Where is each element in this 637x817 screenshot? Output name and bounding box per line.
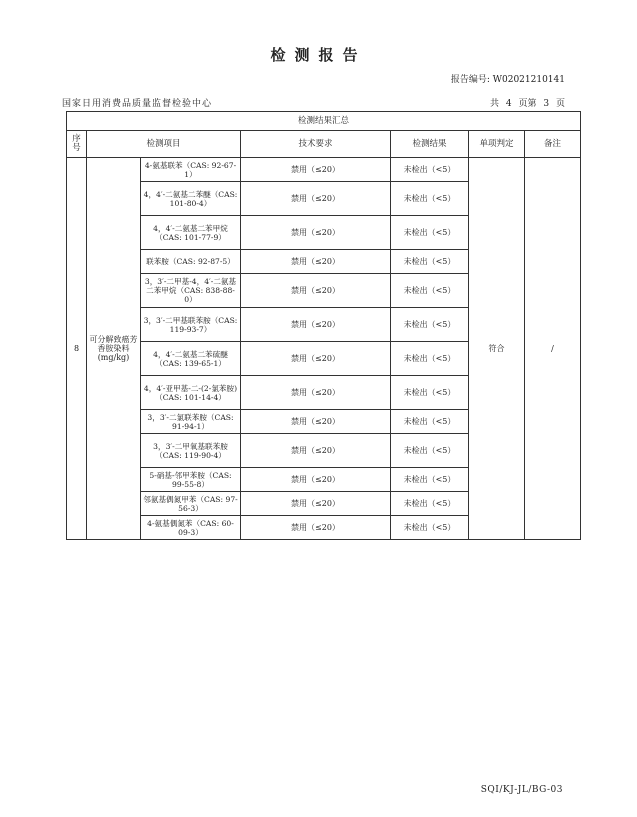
test-result: 未检出（<5） [391, 182, 469, 216]
test-result: 未检出（<5） [391, 376, 469, 410]
column-header-serial: 序号 [67, 131, 87, 158]
technical-requirement: 禁用（≤20） [241, 492, 391, 516]
page-indicator [486, 96, 565, 109]
test-item-name: 3，3′-二甲基联苯胺（CAS: 119-93-7） [141, 308, 241, 342]
technical-requirement: 禁用（≤20） [241, 182, 391, 216]
pages-current: 3 [543, 99, 550, 109]
page-title: 检测报告 [270, 46, 367, 64]
technical-requirement: 禁用（≤20） [241, 308, 391, 342]
test-item-name: 4-氨基偶氮苯（CAS: 60-09-3） [141, 516, 241, 540]
test-item-name: 4-氨基联苯（CAS: 92-67-1） [141, 158, 241, 182]
test-item-name: 联苯胺（CAS: 92-87-5） [141, 250, 241, 274]
column-header-remark: 备注 [525, 131, 581, 158]
pages-suffix: 页 [555, 99, 565, 109]
column-header-item: 检测项目 [87, 131, 241, 158]
test-item-name: 3，3′-二甲基-4，4′-二氨基二苯甲烷（CAS: 838-88-0） [141, 274, 241, 308]
technical-requirement: 禁用（≤20） [241, 468, 391, 492]
test-item-name: 4，4′-二氨基二苯醚（CAS: 101-80-4） [141, 182, 241, 216]
test-item-name: 5-硝基-邻甲苯胺（CAS: 99-55-8） [141, 468, 241, 492]
pages-prefix: 共 [489, 99, 499, 109]
report-number: 报告编号: W02021210141 [450, 75, 565, 85]
remark: / [525, 158, 581, 540]
test-item-name: 4，4′-二氨基二苯甲烷（CAS: 101-77-9） [141, 216, 241, 250]
test-result: 未检出（<5） [391, 158, 469, 182]
test-result: 未检出（<5） [391, 250, 469, 274]
test-result: 未检出（<5） [391, 516, 469, 540]
technical-requirement: 禁用（≤20） [241, 516, 391, 540]
test-result: 未检出（<5） [391, 274, 469, 308]
technical-requirement: 禁用（≤20） [241, 216, 391, 250]
test-result: 未检出（<5） [391, 216, 469, 250]
test-item-name: 邻氨基偶氮甲苯（CAS: 97-56-3） [141, 492, 241, 516]
pages-mid: 页第 [518, 99, 537, 109]
test-result: 未检出（<5） [391, 434, 469, 468]
test-item-name: 3，3′-二氯联苯胺（CAS: 91-94-1） [141, 410, 241, 434]
serial-number: 8 [67, 158, 87, 540]
test-result: 未检出（<5） [391, 308, 469, 342]
column-header-judgement: 单项判定 [469, 131, 525, 158]
technical-requirement: 禁用（≤20） [241, 274, 391, 308]
organization-name: 国家日用消费品质量监督检验中心 [62, 99, 213, 109]
technical-requirement: 禁用（≤20） [241, 158, 391, 182]
technical-requirement: 禁用（≤20） [241, 376, 391, 410]
test-item-name: 4，4′-二氨基二苯硫醚（CAS: 139-65-1） [141, 342, 241, 376]
summary-title: 检测结果汇总 [67, 112, 581, 131]
test-item-name: 3，3′-二甲氧基联苯胺（CAS: 119-90-4） [141, 434, 241, 468]
form-code: SQI/KJ-JL/BG-03 [480, 785, 563, 795]
technical-requirement: 禁用（≤20） [241, 434, 391, 468]
pages-total: 4 [505, 99, 512, 109]
summary-header-row [67, 112, 581, 131]
technical-requirement: 禁用（≤20） [241, 250, 391, 274]
test-result: 未检出（<5） [391, 410, 469, 434]
results-table [66, 111, 581, 540]
technical-requirement: 禁用（≤20） [241, 410, 391, 434]
column-header-requirement: 技术要求 [241, 131, 391, 158]
test-result: 未检出（<5） [391, 468, 469, 492]
item-judgement: 符合 [469, 158, 525, 540]
test-result: 未检出（<5） [391, 342, 469, 376]
test-category: 可分解致癌芳香胺染料(mg/kg) [87, 158, 141, 540]
table-row [67, 158, 581, 182]
column-header-row [67, 131, 581, 158]
technical-requirement: 禁用（≤20） [241, 342, 391, 376]
test-item-name: 4，4′-亚甲基-二-(2-氯苯胺)（CAS: 101-14-4） [141, 376, 241, 410]
column-header-result: 检测结果 [391, 131, 469, 158]
test-result: 未检出（<5） [391, 492, 469, 516]
